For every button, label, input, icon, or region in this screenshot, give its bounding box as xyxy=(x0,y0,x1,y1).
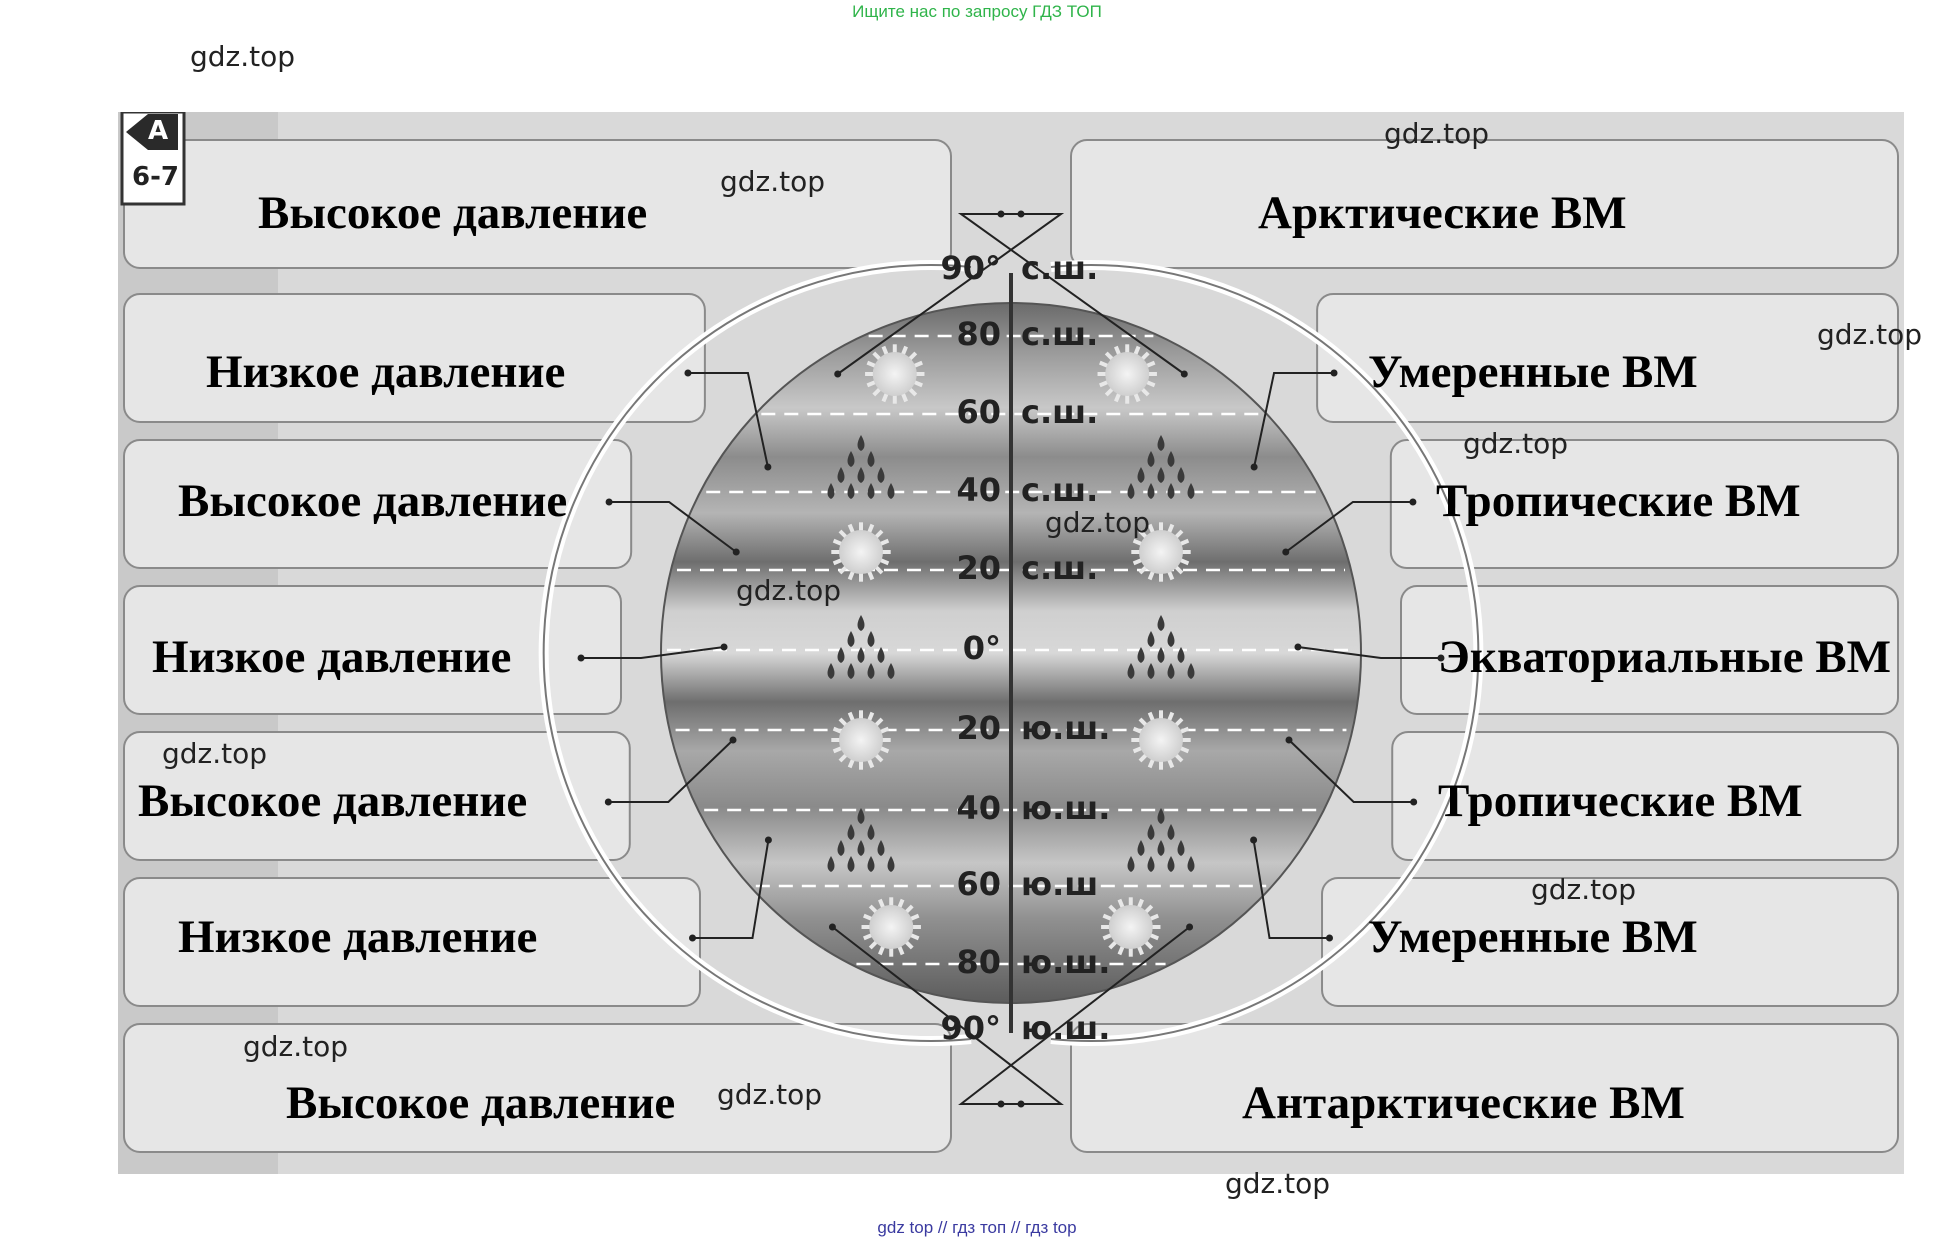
search-hint-link[interactable]: Ищите нас по запросу ГДЗ ТОП xyxy=(852,2,1102,21)
watermark: gdz.top xyxy=(190,40,296,73)
watermark: gdz.top xyxy=(1384,117,1490,150)
sun-icon xyxy=(1098,344,1157,403)
latitude-hemisphere: ю.ш xyxy=(1021,865,1099,903)
sun-icon xyxy=(831,522,890,581)
watermark: gdz.top xyxy=(1225,1167,1331,1200)
pressure-belt-label: Низкое давление xyxy=(152,631,512,683)
air-mass-label: Арктические ВМ xyxy=(1258,187,1627,239)
watermark: gdz.top xyxy=(1045,506,1151,539)
latitude-hemisphere: с.ш. xyxy=(1021,249,1099,287)
watermark: gdz.top xyxy=(162,737,268,770)
watermark: gdz.top xyxy=(1531,873,1637,906)
pressure-belt-label: Низкое давление xyxy=(178,911,538,963)
footer-links[interactable]: gdz top // гдз топ // гдз top xyxy=(877,1218,1077,1237)
air-mass-label: Антарктические ВМ xyxy=(1242,1077,1685,1129)
sun-icon xyxy=(862,897,921,956)
badge-pages: 6-7 xyxy=(132,162,179,192)
watermark: gdz.top xyxy=(1817,318,1923,351)
pressure-belt-label: Высокое давление xyxy=(138,775,528,827)
latitude-degree: 80 xyxy=(956,315,1001,353)
latitude-hemisphere: ю.ш. xyxy=(1021,1009,1111,1047)
pressure-belt-label: Высокое давление xyxy=(286,1077,676,1129)
latitude-degree: 90° xyxy=(940,249,1001,287)
latitude-degree: 0° xyxy=(962,629,1001,667)
pressure-belt-label: Низкое давление xyxy=(206,346,566,398)
pressure-belt-label: Высокое давление xyxy=(258,187,648,239)
watermark: gdz.top xyxy=(1463,427,1569,460)
latitude-degree: 20 xyxy=(956,549,1001,587)
latitude-hemisphere: с.ш. xyxy=(1021,393,1099,431)
air-mass-label: Умеренные ВМ xyxy=(1368,346,1698,398)
latitude-hemisphere: ю.ш. xyxy=(1021,709,1111,747)
latitude-degree: 90° xyxy=(940,1009,1001,1047)
watermark: gdz.top xyxy=(717,1078,823,1111)
atmosphere-belts-figure xyxy=(118,112,1904,1174)
pressure-belt-label: Высокое давление xyxy=(178,475,568,527)
latitude-degree: 20 xyxy=(956,709,1001,747)
watermark: gdz.top xyxy=(243,1030,349,1063)
air-mass-label: Тропические ВМ xyxy=(1438,775,1803,827)
badge-letter: A xyxy=(148,116,169,146)
latitude-hemisphere: ю.ш. xyxy=(1021,789,1111,827)
latitude-hemisphere: с.ш. xyxy=(1021,315,1099,353)
sun-icon xyxy=(1131,710,1190,769)
latitude-degree: 80 xyxy=(956,943,1001,981)
air-mass-label: Умеренные ВМ xyxy=(1368,911,1698,963)
latitude-hemisphere: с.ш. xyxy=(1021,471,1099,509)
air-mass-label: Тропические ВМ xyxy=(1436,475,1801,527)
watermark: gdz.top xyxy=(720,165,826,198)
sun-icon xyxy=(831,710,890,769)
watermark: gdz.top xyxy=(736,574,842,607)
latitude-degree: 40 xyxy=(956,471,1001,509)
sun-icon xyxy=(865,344,924,403)
air-mass-label: Экваториальные ВМ xyxy=(1438,631,1892,683)
latitude-degree: 40 xyxy=(956,789,1001,827)
latitude-hemisphere: с.ш. xyxy=(1021,549,1099,587)
latitude-hemisphere: ю.ш. xyxy=(1021,943,1111,981)
latitude-degree: 60 xyxy=(956,865,1001,903)
latitude-degree: 60 xyxy=(956,393,1001,431)
